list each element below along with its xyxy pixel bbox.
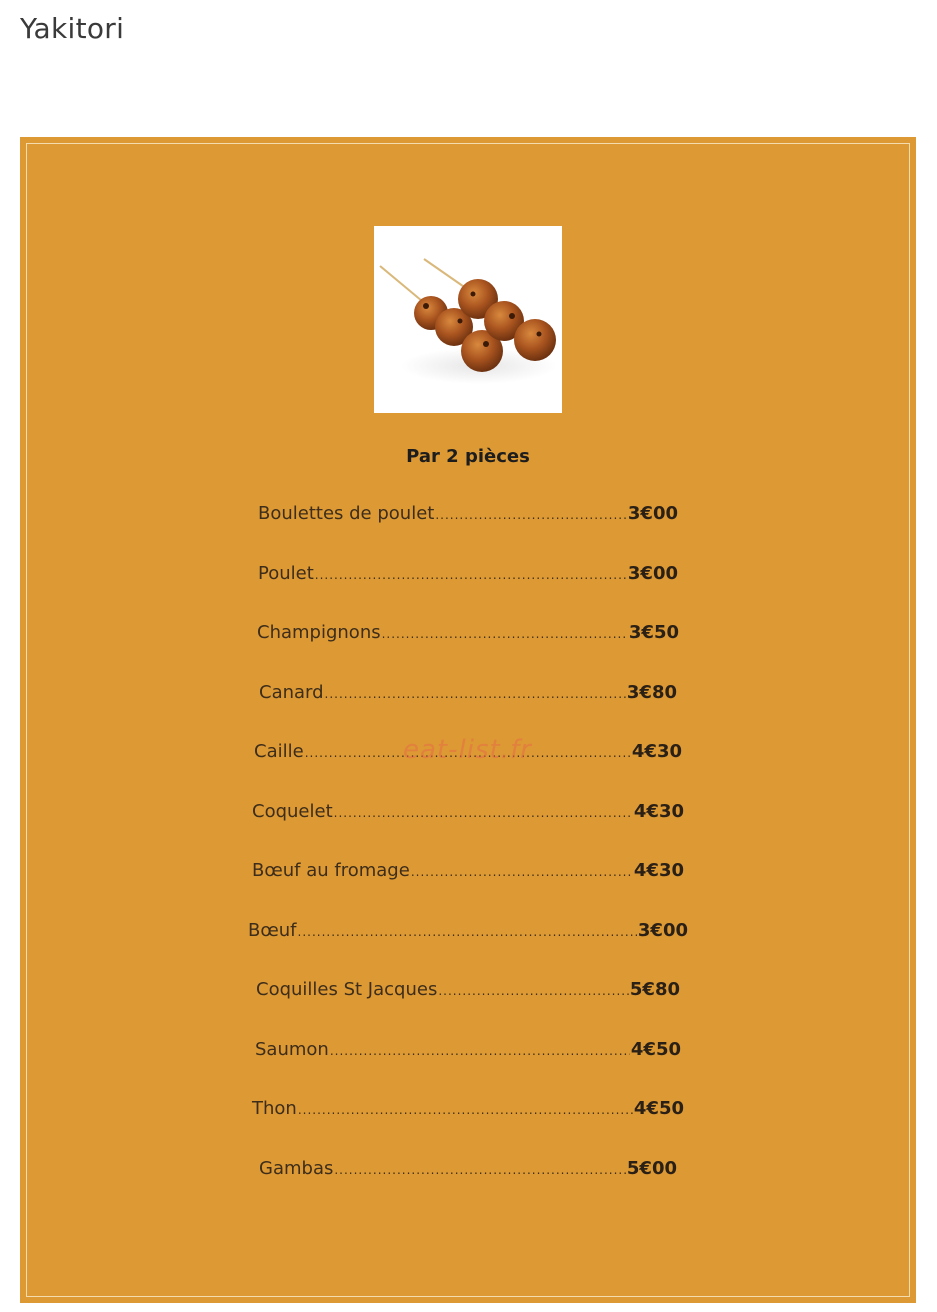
- menu-item-leader-dots: [325, 687, 626, 701]
- menu-item-leader-dots: [298, 925, 637, 939]
- menu-item-price: 4€30: [633, 801, 684, 822]
- menu-item-name: Boulettes de poulet: [258, 503, 435, 524]
- menu-item-name: Bœuf: [248, 920, 297, 941]
- menu-item: [258, 563, 678, 589]
- menu-item-name: Coquilles St Jacques: [256, 979, 438, 1000]
- menu-item-leader-dots: [334, 806, 633, 820]
- menu-item-price: 4€50: [630, 1039, 681, 1060]
- menu-item-name: Canard: [259, 682, 324, 703]
- menu-item: [248, 920, 688, 946]
- menu-item: [252, 1098, 684, 1124]
- menu-item-name: Thon: [252, 1098, 297, 1119]
- menu-item: [259, 682, 677, 708]
- menu-item-name: Gambas: [259, 1158, 334, 1179]
- menu-item-name: Caille: [254, 741, 304, 762]
- menu-item-leader-dots: [438, 984, 629, 998]
- page-title: Yakitori: [20, 12, 125, 45]
- menu-item-leader-dots: [435, 508, 627, 522]
- menu-item-leader-dots: [334, 1163, 626, 1177]
- menu-subtitle: Par 2 pièces: [406, 446, 530, 467]
- menu-item-price: 3€80: [626, 682, 677, 703]
- menu-item-price: 4€50: [633, 1098, 684, 1119]
- menu-item: [255, 1039, 681, 1065]
- menu-item-name: Champignons: [257, 622, 381, 643]
- menu-item: [258, 503, 678, 529]
- menu-item-leader-dots: [315, 568, 627, 582]
- menu-item-price: 4€30: [633, 860, 684, 881]
- menu-item-price: 3€00: [627, 563, 678, 584]
- menu-item: [252, 860, 684, 886]
- yakitori-skewer-image: [374, 226, 562, 413]
- menu-item: [256, 979, 680, 1005]
- menu-item: [259, 1158, 677, 1184]
- menu-item-price: 3€00: [627, 503, 678, 524]
- menu-item-leader-dots: [382, 627, 628, 641]
- menu-item-leader-dots: [330, 1044, 630, 1058]
- menu-item-name: Saumon: [255, 1039, 329, 1060]
- yakitori-photo: [374, 226, 562, 413]
- menu-item-name: Bœuf au fromage: [252, 860, 410, 881]
- menu-item-leader-dots: [411, 865, 633, 879]
- menu-item-price: 5€00: [626, 1158, 677, 1179]
- menu-item-name: Poulet: [258, 563, 314, 584]
- menu-item-price: 3€50: [628, 622, 679, 643]
- menu-item-price: 3€00: [637, 920, 688, 941]
- watermark: eat-list.fr: [403, 735, 532, 765]
- menu-item-price: 4€30: [631, 741, 682, 762]
- menu-card: [20, 137, 916, 1303]
- menu-item: [257, 622, 679, 648]
- menu-item-leader-dots: [298, 1103, 633, 1117]
- menu-item-price: 5€80: [629, 979, 680, 1000]
- menu-item: [252, 801, 684, 827]
- menu-item-name: Coquelet: [252, 801, 333, 822]
